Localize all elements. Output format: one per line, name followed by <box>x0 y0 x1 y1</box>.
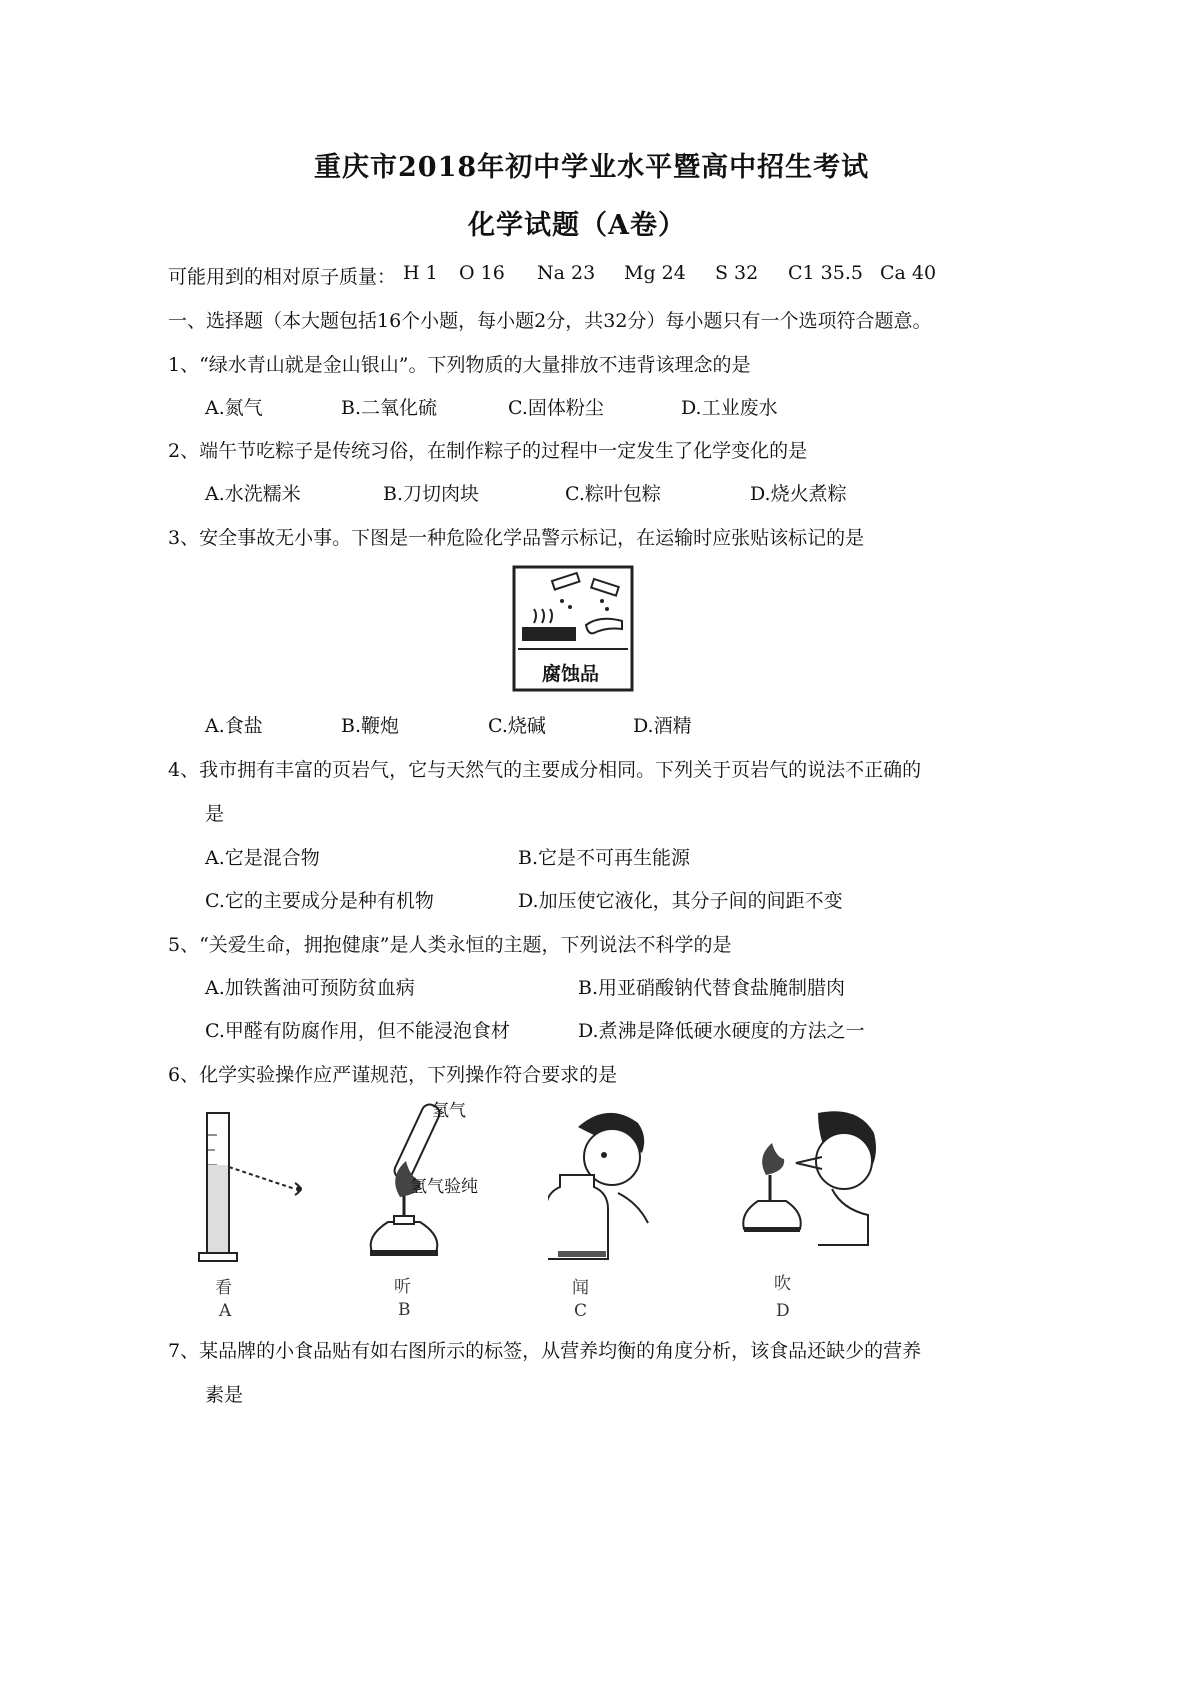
question-6-stem: 6、化学实验操作应严谨规范，下列操作符合要求的是 <box>168 1064 618 1086</box>
atomic-mass-item: C1 35.5 <box>788 262 863 284</box>
figure-c-letter: C <box>574 1301 588 1321</box>
question-3-option-d: D.酒精 <box>633 715 692 737</box>
atomic-mass-item: O 16 <box>459 262 505 284</box>
question-1-option-a: A.氮气 <box>205 397 263 419</box>
figure-c-caption: 闻 <box>572 1278 589 1298</box>
question-4-stem: 4、我市拥有丰富的页岩气，它与天然气的主要成分相同。下列关于页岩气的说法不正确的 <box>168 759 922 781</box>
atomic-mass-item: S 32 <box>715 262 759 284</box>
figure-b-caption: 听 <box>394 1277 411 1297</box>
question-1-option-c: C.固体粉尘 <box>508 397 604 419</box>
question-4-option-c: C.它的主要成分是种有机物 <box>205 890 434 912</box>
figure-d-caption: 吹 <box>774 1274 791 1294</box>
figure-a-caption: 看 <box>215 1278 232 1298</box>
hydrogen-test-label: 氢气验纯 <box>410 1177 478 1197</box>
atomic-mass-prefix: 可能用到的相对原子质量： <box>168 266 397 288</box>
question-3-stem: 3、安全事故无小事。下图是一种危险化学品警示标记，在运输时应张贴该标记的是 <box>168 527 865 549</box>
question-5-option-c: C.甲醛有防腐作用，但不能浸泡食材 <box>205 1020 510 1042</box>
figure-c-smell <box>548 1105 678 1325</box>
question-1-stem: 1、“绿水青山就是金山银山”。下列物质的大量排放不违背该理念的是 <box>168 354 751 376</box>
question-2-option-d: D.烧火煮粽 <box>750 483 847 505</box>
figure-d-letter: D <box>776 1301 790 1321</box>
figure-b-hydrogen-test <box>350 1092 520 1325</box>
figure-d-blow <box>740 1105 900 1325</box>
question-2-stem: 2、端午节吃粽子是传统习俗，在制作粽子的过程中一定发生了化学变化的是 <box>168 440 808 462</box>
question-7-stem-cont: 素是 <box>205 1384 244 1406</box>
atomic-mass-item: Mg 24 <box>624 262 686 284</box>
atomic-mass-item: H 1 <box>403 262 438 284</box>
question-5-option-a: A.加铁酱油可预防贫血病 <box>205 977 415 999</box>
question-4-option-b: B.它是不可再生能源 <box>518 847 691 869</box>
question-1-option-d: D.工业废水 <box>681 397 778 419</box>
page-title: 重庆市2018年初中学业水平暨高中招生考试 <box>314 152 870 183</box>
question-1-option-b: B.二氧化硫 <box>341 397 438 419</box>
section-heading: 一、选择题（本大题包括16个小题，每小题2分，共32分）每小题只有一个选项符合题意。 <box>168 310 932 332</box>
question-5-option-d: D.煮沸是降低硬水硬度的方法之一 <box>578 1020 865 1042</box>
figure-b-letter: B <box>398 1300 411 1320</box>
question-2-option-b: B.刀切肉块 <box>383 483 480 505</box>
person-smelling-icon <box>548 1105 678 1265</box>
atomic-mass-line <box>168 262 396 289</box>
graduated-cylinder-icon <box>195 1105 325 1265</box>
corrosive-warning-sign <box>512 565 634 692</box>
question-4-option-a: A.它是混合物 <box>205 847 320 869</box>
figure-a-letter: A <box>219 1301 232 1321</box>
question-2-option-c: C.粽叶包粽 <box>565 483 661 505</box>
hydrogen-label: 氢气 <box>432 1101 466 1121</box>
figure-a-read-cylinder <box>195 1105 325 1325</box>
page-subtitle: 化学试题（A卷） <box>468 210 686 241</box>
question-2-option-a: A.水洗糯米 <box>205 483 301 505</box>
question-4-option-d: D.加压使它液化，其分子间的间距不变 <box>518 890 843 912</box>
question-7-stem: 7、某品牌的小食品贴有如右图所示的标签，从营养均衡的角度分析，该食品还缺少的营养 <box>168 1340 922 1362</box>
question-3-option-b: B.鞭炮 <box>341 715 400 737</box>
atomic-mass-item: Na 23 <box>537 262 596 284</box>
atomic-mass-item: Ca 40 <box>880 262 937 284</box>
question-3-option-a: A.食盐 <box>205 715 263 737</box>
question-3-option-c: C.烧碱 <box>488 715 546 737</box>
person-blowing-lamp-icon <box>740 1105 900 1265</box>
question-5-stem: 5、“关爱生命，拥抱健康”是人类永恒的主题，下列说法不科学的是 <box>168 934 732 956</box>
question-5-option-b: B.用亚硝酸钠代替食盐腌制腊肉 <box>578 977 846 999</box>
corrosive-sign-label: 腐蚀品 <box>542 663 600 685</box>
question-4-stem-cont: 是 <box>205 803 225 825</box>
